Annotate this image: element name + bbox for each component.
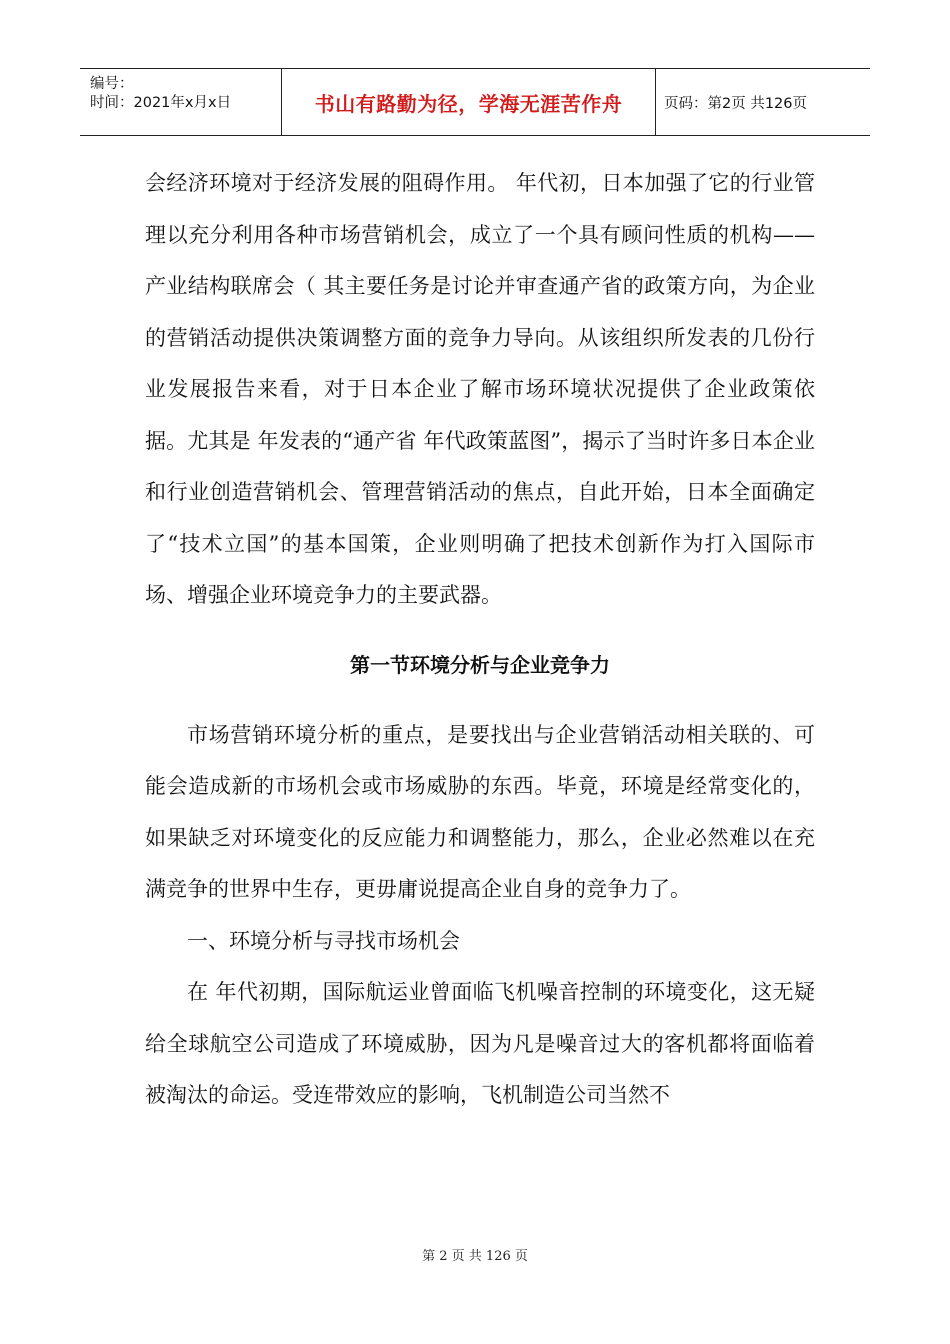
- header-meta: [80, 69, 282, 135]
- paragraph-1: 会经济环境对于经济发展的阻碍作用。 年代初，日本加强了它的行业管理以充分利用各种市场营销机会，成立了一个具有顾问性质的机构——产业结构联席会（ 其主要任务是讨论并审查通产省的政策方向，为企业的营销活动提供决策调整方面的竞争力导向。从该组织所发表的几份行业发展报告来看，对于日本企业了解市场环境状况提供了企业政策依据。尤其是 年发表的“通产省 年代政策蓝图”，揭示了当时许多日本企业和行业创造营销机会、管理营销活动的焦点，自此开始，日本全面确定了“技术立国”的基本国策，企业则明确了把技术创新作为打入国际市场、增强企业环境竞争力的主要武器。: [145, 171, 815, 607]
- header-page-info: 页码：第2页 共126页: [664, 95, 808, 112]
- section-heading: 第一节环境分析与企业竞争力: [350, 652, 610, 677]
- serial-label: 编号：: [90, 76, 134, 92]
- date-line: 时间：2021年x月x日: [90, 95, 232, 111]
- document-body: [145, 158, 815, 1122]
- subheading: 一、环境分析与寻找市场机会: [187, 928, 460, 953]
- paragraph-3: 在 年代初期，国际航运业曾面临飞机噪音控制的环境变化，这无疑给全球航空公司造成了环境威胁，因为凡是噪音过大的客机都将面临着被淘汰的命运。受连带效应的影响，飞机制造公司当然不: [145, 980, 815, 1107]
- page-footer: 第 2 页 共 126 页: [422, 1249, 528, 1264]
- paragraph-2: 市场营销环境分析的重点，是要找出与企业营销活动相关联的、可能会造成新的市场机会或市场威胁的东西。毕竟，环境是经常变化的，如果缺乏对环境变化的反应能力和调整能力，那么，企业必然难以在充满竞争的世界中生存，更毋庸说提高企业自身的竞争力了。: [145, 722, 815, 901]
- page-header: [80, 68, 870, 136]
- header-motto: 书山有路勤为径，学海无涯苦作舟: [282, 69, 656, 135]
